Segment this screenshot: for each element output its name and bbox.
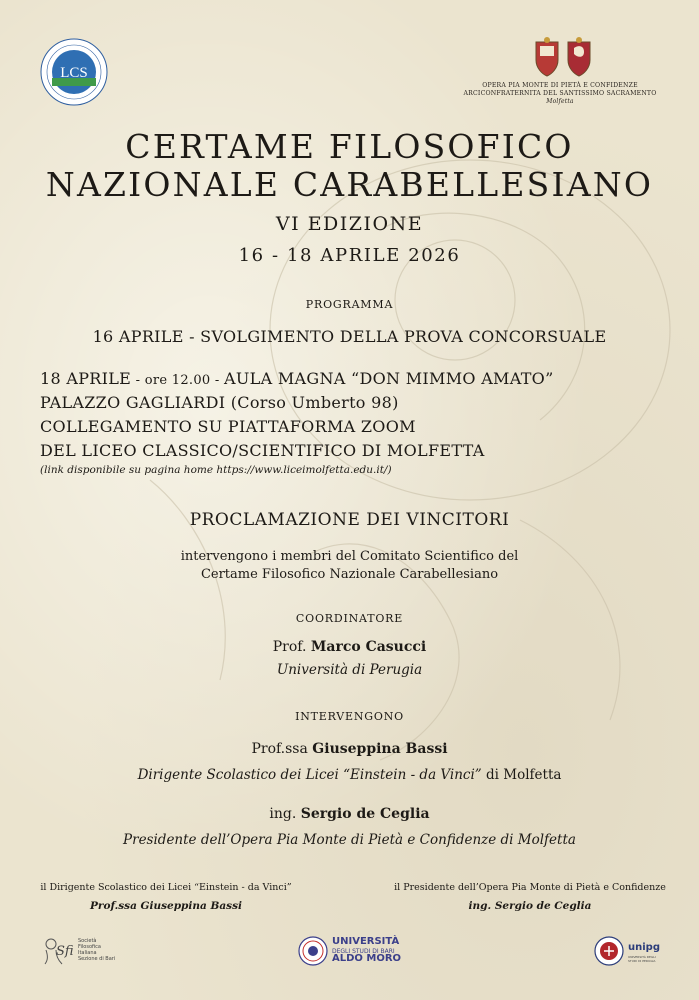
coordinatore-name	[0, 639, 699, 655]
speaker-1-prefix: Prof.ssa	[251, 741, 313, 757]
title-line-2: NAZIONALE CARABELLESIANO	[45, 165, 654, 204]
proclamazione-line-2: Certame Filosofico Nazionale Carabellesiano	[200, 567, 499, 582]
sfi-line-2: Filosofica	[78, 944, 101, 950]
proclamazione-line-1: intervengono i membri del Comitato Scientifico del	[180, 549, 519, 564]
speaker-1	[0, 741, 699, 757]
programma-venue: AULA MAGNA “DON MIMMO AMATO”	[224, 369, 554, 388]
opera-line-2: ARCICONFRATERNITA DEL SANTISSIMO SACRAMENTO	[463, 90, 657, 97]
link-note: (link disponibile su pagina home https://www.liceimolfetta.edu.it/)	[40, 464, 392, 476]
sfi-logo	[42, 934, 122, 970]
opera-line-1: OPERA PIA MONTE DI PIETÀ E CONFIDENZE	[482, 82, 638, 89]
opera-pia-crests	[530, 36, 600, 80]
coordinatore-affiliation: Università di Perugia	[276, 662, 423, 678]
programma-label: PROGRAMMA	[305, 298, 394, 311]
programma-time: - ore 12.00 -	[131, 373, 225, 388]
intervengono-label: INTERVENGONO	[295, 710, 404, 723]
uniba-line-1: UNIVERSITÀ	[332, 936, 400, 947]
coordinatore-prefix: Prof.	[272, 639, 311, 655]
uniba-line-3: ALDO MORO	[332, 953, 402, 964]
speaker-2-name: Sergio de Ceglia	[300, 806, 430, 822]
programma-line-5: DEL LICEO CLASSICO/SCIENTIFICO DI MOLFETTA	[40, 441, 485, 460]
signature-right-name: ing. Sergio de Ceglia	[468, 900, 592, 912]
lcs-logo-text: LCS	[60, 65, 88, 81]
edition: VI EDIZIONE	[275, 213, 424, 235]
speaker-2	[0, 806, 699, 822]
speaker-1-role-text: Dirigente Scolastico dei Licei “Einstein - da Vinci”	[137, 767, 482, 783]
speaker-2-prefix: ing.	[269, 806, 301, 822]
event-dates: 16 - 18 APRILE 2026	[238, 245, 461, 266]
sfi-line-4: Sezione di Bari	[78, 956, 116, 962]
coordinatore-name-text: Marco Casucci	[310, 639, 427, 655]
unipg-label: unipg	[628, 942, 660, 953]
speaker-1-name: Giuseppina Bassi	[312, 741, 448, 757]
sfi-abbr: Sfi	[56, 944, 74, 959]
uniba-line-2: DEGLI STUDI DI BARI	[332, 948, 395, 955]
programma-line-2	[40, 368, 680, 391]
signature-left-name: Prof.ssa Giuseppina Bassi	[90, 900, 242, 912]
sfi-text	[78, 938, 115, 962]
coordinatore-label: COORDINATORE	[295, 612, 404, 625]
unipg-seal-icon	[594, 936, 624, 966]
speaker-1-role	[0, 767, 699, 783]
opera-line-3: Molfetta	[546, 98, 574, 105]
lcs-logo	[40, 38, 108, 106]
speaker-1-role-city: di Molfetta	[481, 767, 562, 783]
uniba-logo	[298, 934, 408, 970]
signature-right-label: il Presidente dell’Opera Pia Monte di Pietà e Confidenze	[394, 882, 666, 893]
title-line-1: CERTAME FILOSOFICO	[125, 127, 574, 166]
unipg-small: UNIVERSITÀ DEGLI STUDI DI PERUGIA	[628, 955, 656, 963]
programma-line-3: PALAZZO GAGLIARDI (Corso Umberto 98)	[40, 393, 399, 412]
signature-left-label: il Dirigente Scolastico dei Licei “Einstein - da Vinci”	[40, 882, 292, 893]
sfi-line-1: Società	[78, 938, 97, 944]
programma-date: 18 APRILE	[40, 369, 132, 388]
opera-pia-text	[440, 82, 680, 106]
speaker-2-role: Presidente dell’Opera Pia Monte di Pietà e Confidenze di Molfetta	[123, 832, 576, 848]
unipg-logo	[594, 934, 664, 970]
programma-line-4: COLLEGAMENTO SU PIATTAFORMA ZOOM	[40, 417, 416, 436]
uniba-seal-icon	[298, 936, 328, 966]
sfi-line-3: Italiana	[78, 950, 97, 956]
proclamazione-title: PROCLAMAZIONE DEI VINCITORI	[189, 510, 510, 530]
programma-line-1: 16 APRILE - SVOLGIMENTO DELLA PROVA CONCORSUALE	[92, 327, 607, 346]
